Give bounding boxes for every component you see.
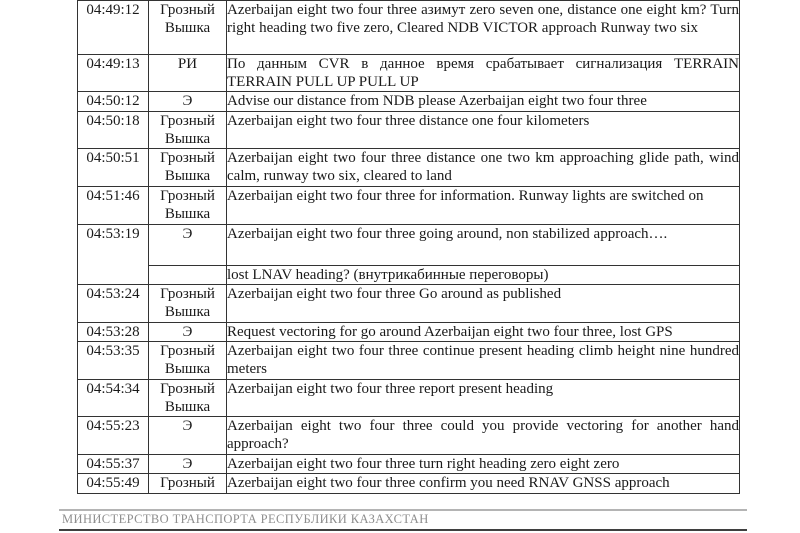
speaker-cell: Э bbox=[149, 92, 227, 111]
transcript-row bbox=[78, 474, 740, 493]
time-cell: 04:55:49 bbox=[78, 474, 149, 493]
time-cell: 04:53:35 bbox=[78, 341, 149, 379]
transcript-row bbox=[78, 225, 740, 266]
message-cell: Azerbaijan eight two four three could you provide vectoring for another hand approach? bbox=[227, 417, 740, 455]
time-cell: 04:54:34 bbox=[78, 379, 149, 416]
transcript-table bbox=[77, 0, 740, 494]
time-cell: 04:55:23 bbox=[78, 417, 149, 455]
speaker-cell: Грозный Вышка bbox=[149, 1, 227, 55]
transcript-row bbox=[78, 55, 740, 92]
transcript-row bbox=[78, 1, 740, 55]
transcript-row bbox=[78, 379, 740, 416]
transcript-row bbox=[78, 149, 740, 187]
transcript-row bbox=[78, 92, 740, 111]
footer-ministry-text: МИНИСТЕРСТВО ТРАНСПОРТА РЕСПУБЛИКИ КАЗАХСТАН bbox=[62, 512, 429, 526]
time-cell: 04:55:37 bbox=[78, 455, 149, 474]
time-cell: 04:50:12 bbox=[78, 92, 149, 111]
time-cell: 04:49:12 bbox=[78, 1, 149, 55]
speaker-cell: Э bbox=[149, 455, 227, 474]
transcript-row bbox=[78, 455, 740, 474]
transcript-row bbox=[78, 187, 740, 225]
message-cell: Azerbaijan eight two four three turn right heading zero eight zero bbox=[227, 455, 740, 474]
time-cell: 04:53:19 bbox=[78, 225, 149, 285]
time-cell: 04:50:18 bbox=[78, 111, 149, 148]
message-cell: Azerbaijan eight two four three report present heading bbox=[227, 379, 740, 416]
message-cell: Advise our distance from NDB please Azerbaijan eight two four three bbox=[227, 92, 740, 111]
speaker-cell: РИ bbox=[149, 55, 227, 92]
message-cell: lost LNAV heading? (внутрикабинные переговоры) bbox=[227, 266, 740, 285]
message-cell: Azerbaijan eight two four three continue present heading climb height nine hundred meters bbox=[227, 341, 740, 379]
speaker-cell: Грозный Вышка bbox=[149, 341, 227, 379]
message-cell: Azerbaijan eight two four three Go around as published bbox=[227, 285, 740, 322]
transcript-row bbox=[78, 417, 740, 455]
speaker-cell: Грозный Вышка bbox=[149, 111, 227, 148]
message-cell: Request vectoring for go around Azerbaijan eight two four three, lost GPS bbox=[227, 322, 740, 341]
time-cell: 04:49:13 bbox=[78, 55, 149, 92]
message-cell: Azerbaijan eight two four three confirm you need RNAV GNSS approach bbox=[227, 474, 740, 493]
speaker-cell: Э bbox=[149, 225, 227, 266]
transcript-row bbox=[78, 341, 740, 379]
time-cell: 04:50:51 bbox=[78, 149, 149, 187]
message-cell: По данным CVR в данное время срабатывает сигнализация TERRAIN TERRAIN PULL UP PULL UP bbox=[227, 56, 739, 91]
transcript-row bbox=[78, 111, 740, 148]
message-cell: Azerbaijan eight two four three distance one four kilometers bbox=[227, 111, 740, 148]
message-cell: Azerbaijan eight two four three азимут zero seven one, distance one eight km? Turn right heading two five zero, Cleared NDB VICTOR approach Runway two six bbox=[227, 1, 740, 55]
speaker-cell: Грозный bbox=[149, 474, 227, 493]
speaker-cell: Э bbox=[149, 322, 227, 341]
footer-rule-bottom bbox=[59, 529, 747, 531]
speaker-cell bbox=[149, 266, 227, 285]
speaker-cell: Грозный Вышка bbox=[149, 285, 227, 322]
transcript-subrow bbox=[78, 266, 740, 285]
transcript-row bbox=[78, 322, 740, 341]
speaker-cell: Грозный Вышка bbox=[149, 187, 227, 225]
speaker-cell: Грозный Вышка bbox=[149, 379, 227, 416]
speaker-cell: Э bbox=[149, 417, 227, 455]
time-cell: 04:53:28 bbox=[78, 322, 149, 341]
time-cell: 04:53:24 bbox=[78, 285, 149, 322]
message-cell: Azerbaijan eight two four three going around, non stabilized approach…. bbox=[227, 225, 740, 266]
speaker-cell: Грозный Вышка bbox=[149, 149, 227, 187]
transcript-row bbox=[78, 285, 740, 322]
message-cell: Azerbaijan eight two four three distance one two km approaching glide path, wind calm, runway two six, cleared to land bbox=[227, 149, 740, 187]
time-cell: 04:51:46 bbox=[78, 187, 149, 225]
message-cell: Azerbaijan eight two four three for information. Runway lights are switched on bbox=[227, 187, 740, 225]
